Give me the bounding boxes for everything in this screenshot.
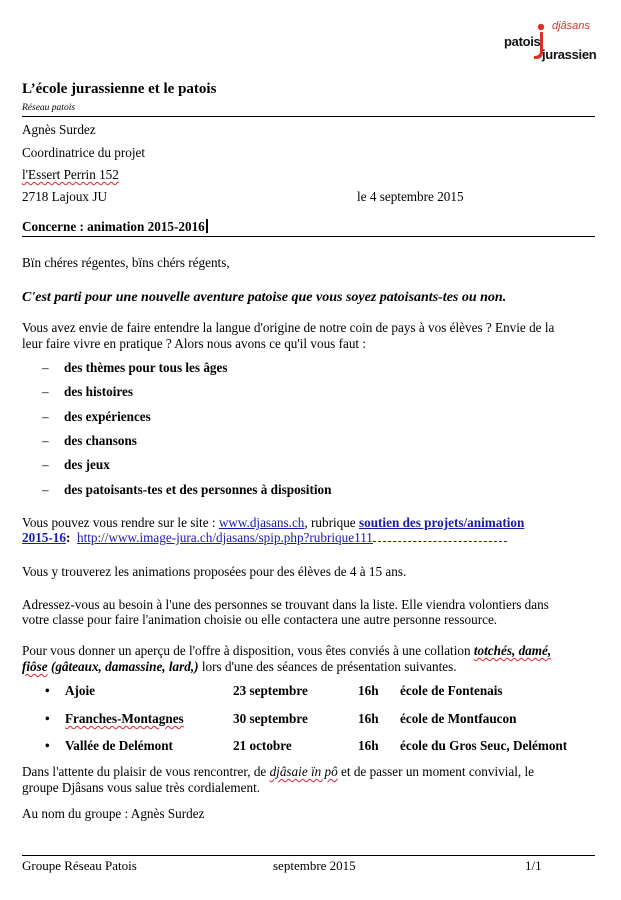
closing-text: Dans l'attente du plaisir de vous rencontrer, de bbox=[22, 764, 270, 779]
paragraph-4-ending: lors d'une des séances de présentation suivantes. bbox=[198, 659, 457, 674]
offer-text: des jeux bbox=[64, 457, 110, 472]
letter-date: le 4 septembre 2015 bbox=[357, 189, 464, 204]
greeting: Bïn chéres régentes, bïns chérs régents, bbox=[22, 255, 230, 270]
paragraph-2: Vous y trouverez les animations proposées pour des élèves de 4 à 15 ans. bbox=[22, 564, 407, 579]
rubrique-link[interactable]: soutien des projets/animation bbox=[358, 515, 525, 530]
paragraph-4-text: Pour vous donner un aperçu de l'offre à disposition, vous êtes conviés à une collation bbox=[22, 643, 474, 658]
paragraph-3-line-2: votre classe pour faire l'animation choisie ou elle contactera une autre personne ressource. bbox=[22, 612, 498, 627]
dash-bullet: – bbox=[42, 409, 49, 424]
dash-bullet: – bbox=[42, 384, 49, 399]
colon-text: : bbox=[65, 530, 71, 545]
event-time: 16h bbox=[358, 738, 379, 753]
text-cursor bbox=[206, 219, 208, 233]
footer-left: Groupe Réseau Patois bbox=[22, 858, 137, 873]
dotted-leader bbox=[373, 531, 507, 542]
event-date: 30 septembre bbox=[233, 711, 308, 726]
food-translation: (gâteaux, damassine, lard,) bbox=[47, 659, 199, 674]
event-time: 16h bbox=[358, 711, 379, 726]
event-time: 16h bbox=[358, 683, 379, 698]
paragraph-1-line-1: Vous avez envie de faire entendre la langue d'origine de notre coin de pays à vos élèves ? Envie de la bbox=[22, 320, 555, 335]
paragraph-1-line-2: leur faire vivre en pratique ? Alors nous avons ce qu'il vous faut : bbox=[22, 336, 367, 351]
dash-bullet: – bbox=[42, 360, 49, 375]
closing-line-2: groupe Djâsans vous salue très cordialement. bbox=[22, 780, 261, 795]
offer-text: des histoires bbox=[64, 384, 133, 399]
logo-jurassien-text: jurassien bbox=[542, 47, 597, 62]
event-region: Vallée de Delémont bbox=[65, 738, 173, 753]
event-date: 23 septembre bbox=[233, 683, 308, 698]
dash-bullet: – bbox=[42, 482, 49, 497]
event-region: Franches-Montagnes bbox=[65, 711, 184, 726]
site-intro-text: Vous pouvez vous rendre sur le site : bbox=[22, 515, 219, 530]
sender-street: l'Essert Perrin 152 bbox=[22, 167, 119, 182]
offer-text: des expériences bbox=[64, 409, 151, 424]
bullet-dot: • bbox=[45, 738, 50, 753]
site-middle-text: , rubrique bbox=[304, 515, 359, 530]
event-place: école de Montfaucon bbox=[400, 711, 517, 726]
offer-text: des chansons bbox=[64, 433, 137, 448]
closing-line-1 bbox=[22, 764, 600, 781]
logo-patois-text: patois bbox=[504, 34, 541, 49]
offer-item bbox=[42, 409, 151, 426]
logo-djasans-text: djâsans bbox=[552, 20, 590, 32]
patois-phrase: djâsaie ïn pô bbox=[269, 764, 338, 779]
dash-bullet: – bbox=[42, 433, 49, 448]
image-jura-link[interactable]: http://www.image-jura.ch/djasans/spip.php?rubrique111 bbox=[76, 530, 373, 545]
subject-text: Concerne : animation 2015-2016 bbox=[22, 219, 205, 234]
paragraph-3-line-1: Adressez-vous au besoin à l'une des personnes se trouvant dans la liste. Elle viendra volontiers dans bbox=[22, 597, 549, 612]
event-date: 21 octobre bbox=[233, 738, 292, 753]
header-rule bbox=[22, 116, 595, 117]
bullet-dot: • bbox=[45, 683, 50, 698]
offer-item bbox=[42, 360, 228, 377]
event-place: école de Fontenais bbox=[400, 683, 503, 698]
offer-text: des thèmes pour tous les âges bbox=[64, 360, 228, 375]
paragraph-4-line-1 bbox=[22, 643, 600, 660]
offer-item bbox=[42, 457, 110, 474]
patois-jurassien-logo bbox=[500, 20, 600, 66]
offer-item bbox=[42, 433, 137, 450]
rubrique-year-link[interactable]: 2015-16 bbox=[22, 530, 66, 545]
event-region: Ajoie bbox=[65, 683, 96, 698]
sender-role: Coordinatrice du projet bbox=[22, 145, 146, 160]
intro-statement: C'est parti pour une nouvelle aventure patoise que vous soyez patoisants-tes ou non. bbox=[22, 290, 507, 305]
document-subtitle: Réseau patois bbox=[22, 103, 76, 113]
patois-food-words: totchés, damé, bbox=[473, 643, 552, 658]
offer-text: des patoisants-tes et des personnes à disposition bbox=[64, 482, 332, 497]
footer-date: septembre 2015 bbox=[273, 858, 356, 873]
paragraph-4-line-2 bbox=[22, 659, 600, 676]
dash-bullet: – bbox=[42, 457, 49, 472]
subject-rule bbox=[22, 236, 595, 237]
sender-city: 2718 Lajoux JU bbox=[22, 189, 107, 204]
event-place: école du Gros Seuc, Delémont bbox=[400, 738, 568, 753]
document-title: L’école jurassienne et le patois bbox=[22, 81, 217, 97]
bullet-dot: • bbox=[45, 711, 50, 726]
subject-line bbox=[22, 219, 208, 236]
signature: Au nom du groupe : Agnès Surdez bbox=[22, 806, 205, 821]
djasans-link[interactable]: www.djasans.ch bbox=[218, 515, 305, 530]
page-number: 1/1 bbox=[525, 858, 542, 873]
offer-item bbox=[42, 482, 332, 499]
closing-text-end: et de passer un moment convivial, le bbox=[337, 764, 535, 779]
offer-item bbox=[42, 384, 133, 401]
patois-word-fiose: fiôse bbox=[22, 659, 48, 674]
footer-rule bbox=[22, 855, 595, 856]
sender-name: Agnès Surdez bbox=[22, 122, 96, 137]
site-paragraph-line-2 bbox=[22, 530, 600, 547]
